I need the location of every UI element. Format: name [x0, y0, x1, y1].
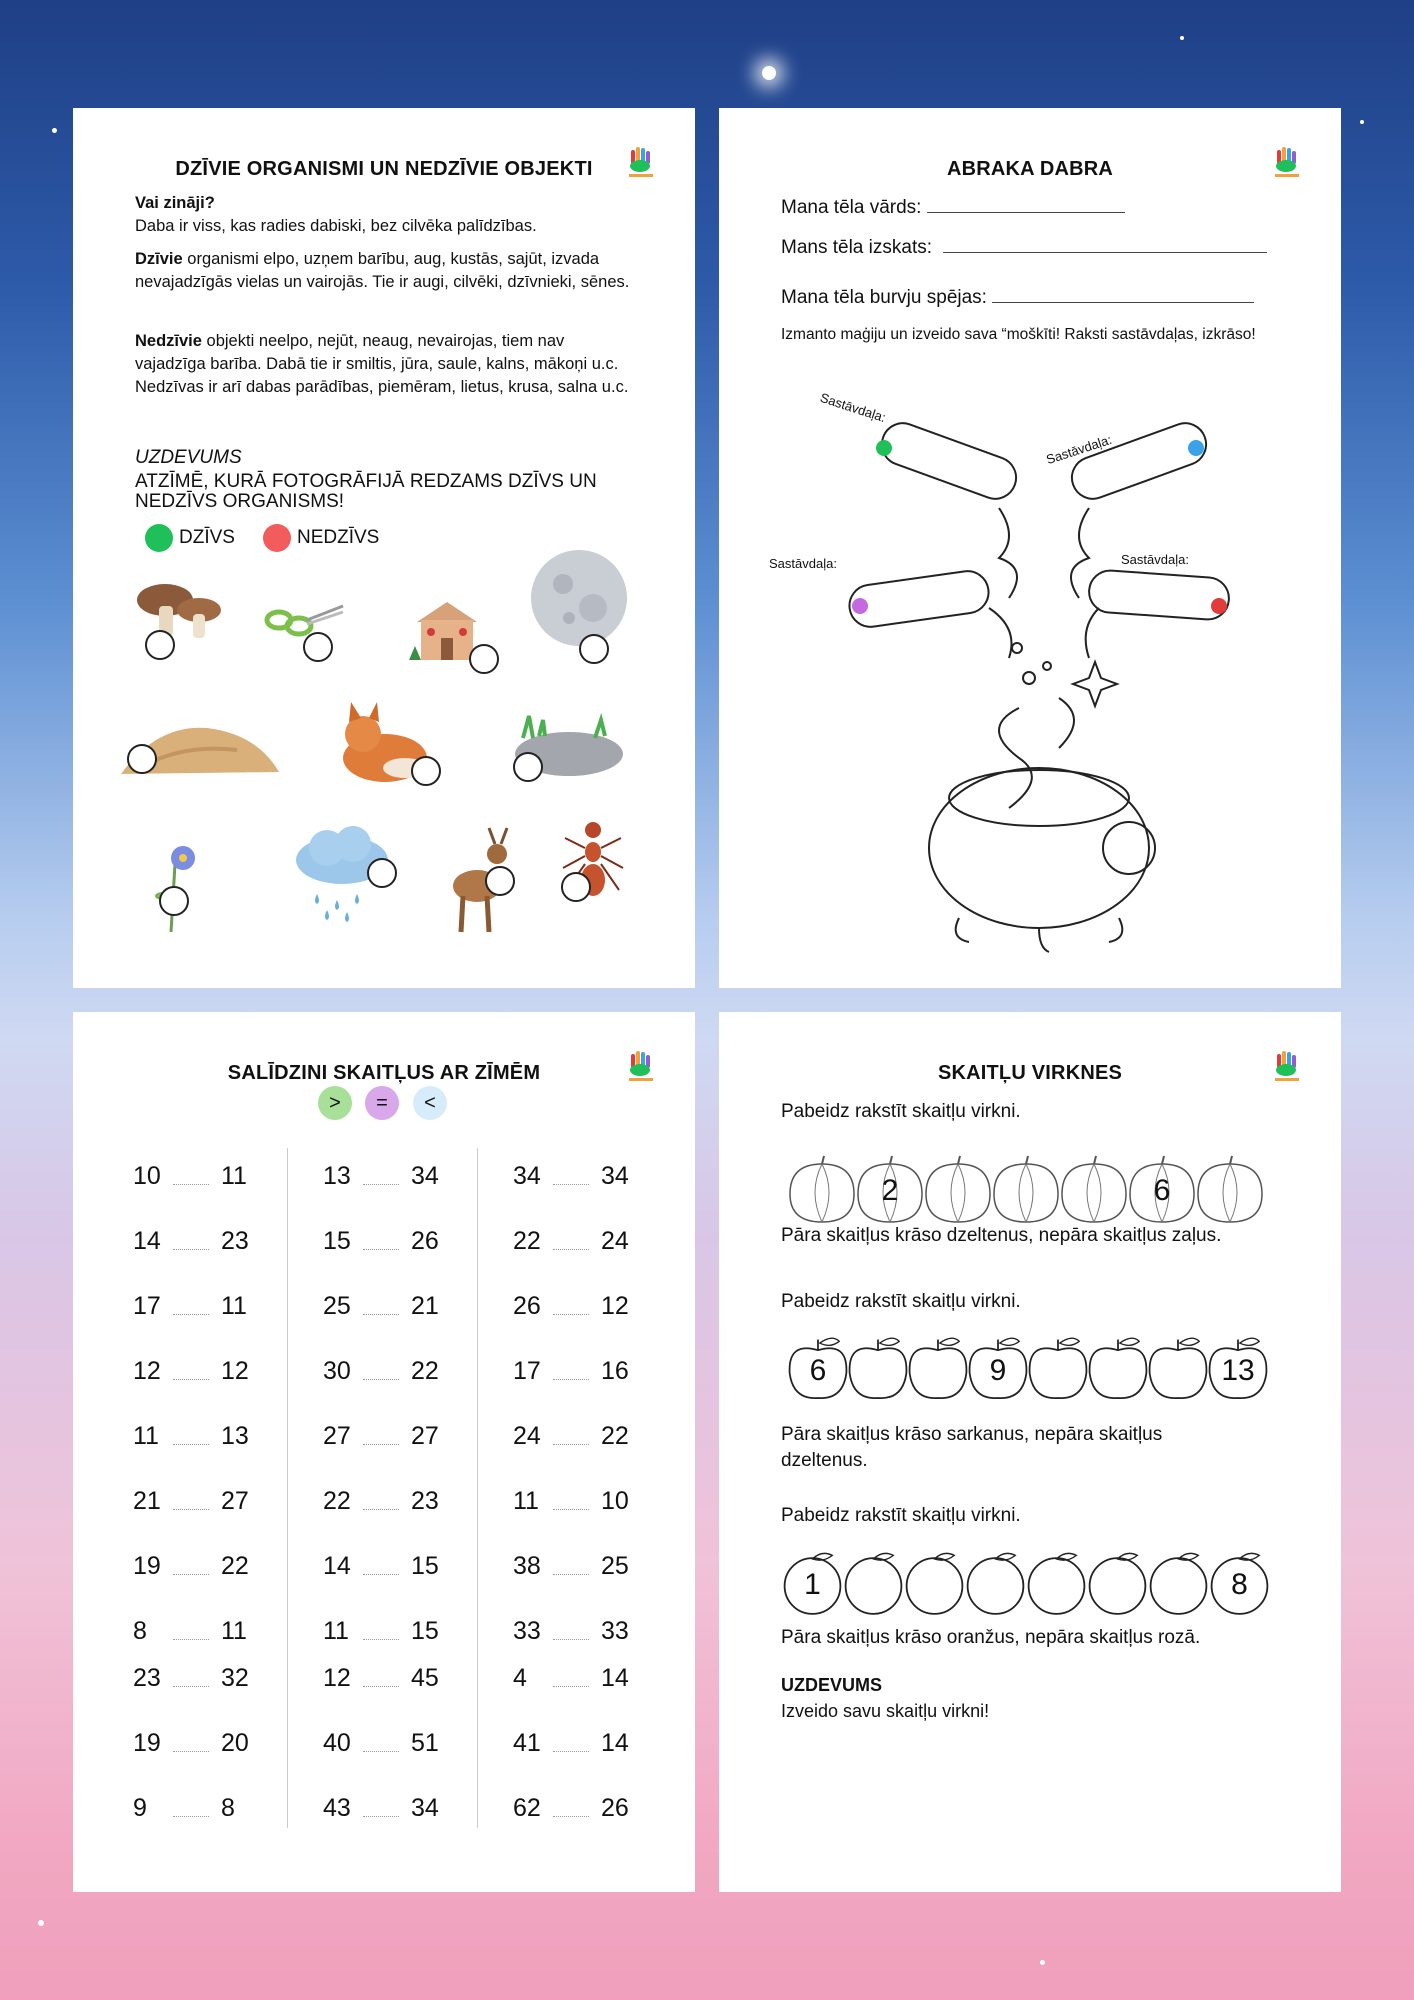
- column-divider: [477, 1148, 478, 1828]
- answer-blank[interactable]: [173, 1574, 209, 1575]
- compare-left-number: 22: [513, 1227, 541, 1255]
- orange-icon: [842, 1548, 905, 1615]
- answer-circle[interactable]: [513, 752, 543, 782]
- compare-right-number: 11: [221, 1292, 247, 1320]
- orange-shape[interactable]: [1208, 1548, 1271, 1615]
- orange-shape[interactable]: [964, 1548, 1027, 1615]
- answer-blank[interactable]: [363, 1574, 399, 1575]
- compare-right-number: 22: [221, 1552, 249, 1580]
- compare-right-number: 24: [601, 1227, 629, 1255]
- compare-right-number: 32: [221, 1664, 249, 1692]
- pumpkin-shape[interactable]: [1195, 1152, 1265, 1226]
- answer-blank[interactable]: [553, 1574, 589, 1575]
- answer-blank[interactable]: [553, 1509, 589, 1510]
- pumpkin-icon: [787, 1152, 857, 1226]
- answer-blank[interactable]: [363, 1751, 399, 1752]
- star-decoration: [1180, 36, 1184, 40]
- apple-icon: [1147, 1334, 1209, 1400]
- answer-circle[interactable]: [411, 756, 441, 786]
- compare-left-number: 22: [323, 1487, 351, 1515]
- ingredient-label: Sastāvdaļa:: [1044, 431, 1114, 468]
- answer-blank[interactable]: [173, 1379, 209, 1380]
- greater-symbol: >: [318, 1086, 352, 1120]
- powers-row: [781, 286, 1254, 309]
- answer-blank[interactable]: [553, 1184, 589, 1185]
- compare-right-number: 34: [411, 1794, 439, 1822]
- scissors-icon: [259, 602, 345, 642]
- answer-circle[interactable]: [561, 872, 591, 902]
- answer-blank[interactable]: [363, 1249, 399, 1250]
- apple-icon: [907, 1334, 969, 1400]
- compare-left-number: 8: [133, 1617, 147, 1645]
- sheet-abraka-dabra: [719, 108, 1341, 988]
- task-text: Izveido savu skaitļu virkni!: [781, 1701, 990, 1721]
- task-label: UZDEVUMS: [135, 447, 242, 468]
- ingredient-label: Sastāvdaļa:: [769, 556, 837, 571]
- compare-right-number: 26: [411, 1227, 439, 1255]
- column-divider: [287, 1148, 288, 1828]
- compare-left-number: 40: [323, 1729, 351, 1757]
- answer-circle[interactable]: [485, 866, 515, 896]
- answer-circle[interactable]: [469, 644, 499, 674]
- star-decoration: [762, 66, 776, 80]
- compare-left-number: 14: [323, 1552, 351, 1580]
- orange-sequence: [781, 1548, 1269, 1615]
- compare-right-number: 14: [601, 1664, 629, 1692]
- legend-not-alive-label: NEDZĪVS: [297, 527, 380, 548]
- orange-shape[interactable]: [903, 1548, 966, 1615]
- sequence-note: Pāra skaitļus krāso dzeltenus, nepāra skaitļus zaļus.: [781, 1225, 1222, 1246]
- page-title: ABRAKA DABRA: [946, 158, 1114, 180]
- apple-shape[interactable]: [1087, 1334, 1149, 1400]
- sequence-number: 2: [881, 1174, 899, 1208]
- compare-left-number: 25: [323, 1292, 351, 1320]
- orange-shape[interactable]: [842, 1548, 905, 1615]
- pumpkin-shape[interactable]: [923, 1152, 993, 1226]
- answer-blank[interactable]: [173, 1184, 209, 1185]
- pumpkin-icon: [1195, 1152, 1265, 1226]
- answer-blank[interactable]: [173, 1249, 209, 1250]
- sequence-number: 1: [804, 1568, 821, 1602]
- apple-shape[interactable]: [787, 1334, 849, 1400]
- compare-left-number: 27: [323, 1422, 351, 1450]
- compare-left-number: 33: [513, 1617, 541, 1645]
- compare-right-number: 22: [601, 1422, 629, 1450]
- pumpkin-sequence: [787, 1152, 1263, 1226]
- compare-right-number: 13: [221, 1422, 249, 1450]
- page-title: SALĪDZINI SKAITĻUS AR ZĪMĒM: [227, 1062, 541, 1084]
- pumpkin-shape[interactable]: [1059, 1152, 1129, 1226]
- compare-left-number: 24: [513, 1422, 541, 1450]
- legend-not-alive: [263, 524, 379, 552]
- red-dot-icon: [263, 524, 291, 552]
- compare-left-number: 15: [323, 1227, 351, 1255]
- apple-shape[interactable]: [1027, 1334, 1089, 1400]
- compare-right-number: 26: [601, 1794, 629, 1822]
- sequence-number: 13: [1221, 1353, 1255, 1387]
- page-title: DZĪVIE ORGANISMI UN NEDZĪVIE OBJEKTI: [175, 158, 593, 180]
- sequence-prompt: Pabeidz rakstīt skaitļu virkni.: [781, 1291, 1021, 1312]
- compare-right-number: 15: [411, 1617, 439, 1645]
- compare-right-number: 16: [601, 1357, 629, 1385]
- legend-alive: [145, 524, 235, 552]
- answer-circle[interactable]: [367, 858, 397, 888]
- star-decoration: [1040, 1960, 1045, 1965]
- answer-circle[interactable]: [159, 886, 189, 916]
- task-label: UZDEVUMS: [781, 1675, 883, 1695]
- star-decoration: [38, 1920, 44, 1926]
- answer-blank[interactable]: [553, 1249, 589, 1250]
- task-text: ATZĪMĒ, KURĀ FOTOGRĀFIJĀ REDZAMS DZĪVS UN NEDZĪVS ORGANISMS!: [135, 471, 597, 512]
- answer-blank[interactable]: [553, 1816, 589, 1817]
- orange-icon: [1147, 1548, 1210, 1615]
- sequence-number: 8: [1231, 1568, 1248, 1602]
- green-ingredient-dot: [876, 440, 892, 456]
- compare-left-number: 43: [323, 1794, 351, 1822]
- compare-left-number: 17: [133, 1292, 161, 1320]
- sequence-note: Pāra skaitļus krāso sarkanus, nepāra skaitļus dzeltenus.: [781, 1424, 1163, 1471]
- answer-blank[interactable]: [173, 1444, 209, 1445]
- compare-left-number: 17: [513, 1357, 541, 1385]
- sequence-number: 6: [809, 1353, 827, 1387]
- apple-shape[interactable]: [1207, 1334, 1269, 1400]
- compare-left-number: 11: [133, 1422, 159, 1450]
- answer-blank[interactable]: [363, 1379, 399, 1380]
- compare-left-number: 62: [513, 1794, 541, 1822]
- apple-shape[interactable]: [907, 1334, 969, 1400]
- blue-ingredient-dot: [1188, 440, 1204, 456]
- compare-left-number: 41: [513, 1729, 541, 1757]
- answer-circle[interactable]: [145, 630, 175, 660]
- compare-left-number: 26: [513, 1292, 541, 1320]
- instruction-text: Izmanto maģiju un izveido sava “moškīti! Raksti sastāvdaļas, izkrāso!: [781, 326, 1256, 343]
- compare-right-number: 15: [411, 1552, 439, 1580]
- name-field[interactable]: [927, 212, 1125, 213]
- pumpkin-icon: [1059, 1152, 1129, 1226]
- nonliving-paragraph: [135, 330, 635, 399]
- look-label: Mans tēla izskats:: [781, 237, 932, 258]
- answer-blank[interactable]: [173, 1816, 209, 1817]
- apple-icon: [1087, 1334, 1149, 1400]
- powers-label: Mana tēla burvju spējas:: [781, 287, 987, 308]
- name-label: Mana tēla vārds:: [781, 197, 922, 218]
- legend-alive-label: DZĪVS: [179, 527, 235, 548]
- look-row: [781, 236, 1267, 259]
- compare-left-number: 12: [323, 1664, 351, 1692]
- answer-blank[interactable]: [553, 1314, 589, 1315]
- compare-right-number: 22: [411, 1357, 439, 1385]
- compare-left-number: 4: [513, 1664, 527, 1692]
- compare-right-number: 34: [411, 1162, 439, 1190]
- pumpkin-icon: [991, 1152, 1061, 1226]
- orange-icon: [1086, 1548, 1149, 1615]
- potion-illustration: [759, 378, 1319, 968]
- sequence-prompt: Pabeidz rakstīt skaitļu virkni.: [781, 1101, 1021, 1122]
- answer-blank[interactable]: [553, 1639, 589, 1640]
- compare-left-number: 10: [133, 1162, 161, 1190]
- compare-right-number: 34: [601, 1162, 629, 1190]
- compare-left-number: 14: [133, 1227, 161, 1255]
- compare-right-number: 21: [411, 1292, 439, 1320]
- apple-shape[interactable]: [847, 1334, 909, 1400]
- sequence-prompt: Pabeidz rakstīt skaitļu virkni.: [781, 1505, 1021, 1526]
- compare-right-number: 11: [221, 1617, 247, 1645]
- name-row: [781, 196, 1125, 219]
- orange-icon: [964, 1548, 1027, 1615]
- star-decoration: [1360, 120, 1364, 124]
- sequence-number: 6: [1153, 1174, 1171, 1208]
- nonliving-bold: Nedzīvie: [135, 332, 202, 350]
- compare-right-number: 14: [601, 1729, 629, 1757]
- compare-right-number: 23: [411, 1487, 439, 1515]
- answer-blank[interactable]: [173, 1639, 209, 1640]
- apple-sequence: [787, 1334, 1267, 1400]
- compare-left-number: 30: [323, 1357, 351, 1385]
- compare-right-number: 11: [221, 1162, 247, 1190]
- compare-left-number: 19: [133, 1552, 161, 1580]
- pumpkin-shape[interactable]: [855, 1152, 925, 1226]
- answer-blank[interactable]: [553, 1686, 589, 1687]
- answer-blank[interactable]: [173, 1509, 209, 1510]
- compare-right-number: 45: [411, 1664, 439, 1692]
- compare-left-number: 9: [133, 1794, 147, 1822]
- apple-shape[interactable]: [1147, 1334, 1209, 1400]
- pumpkin-icon: [923, 1152, 993, 1226]
- compare-right-number: 12: [601, 1292, 629, 1320]
- compare-right-number: 23: [221, 1227, 249, 1255]
- equal-symbol: =: [365, 1086, 399, 1120]
- compare-right-number: 33: [601, 1617, 629, 1645]
- look-field[interactable]: [943, 252, 1267, 253]
- compare-right-number: 25: [601, 1552, 629, 1580]
- purple-ingredient-dot: [852, 598, 868, 614]
- compare-right-number: 27: [221, 1487, 249, 1515]
- answer-blank[interactable]: [363, 1686, 399, 1687]
- answer-circle[interactable]: [579, 634, 609, 664]
- pumpkin-shape[interactable]: [787, 1152, 857, 1226]
- answer-blank[interactable]: [363, 1314, 399, 1315]
- orange-shape[interactable]: [1147, 1548, 1210, 1615]
- page-title: SKAITĻU VIRKNES: [937, 1062, 1123, 1084]
- answer-blank[interactable]: [363, 1184, 399, 1185]
- orange-icon: [903, 1548, 966, 1615]
- compare-right-number: 51: [411, 1729, 439, 1757]
- apple-icon: [847, 1334, 909, 1400]
- moon-icon: [529, 548, 629, 648]
- orange-shape[interactable]: [1025, 1548, 1088, 1615]
- sheet-living-nonliving: [73, 108, 695, 988]
- orange-shape[interactable]: [1086, 1548, 1149, 1615]
- compare-left-number: 11: [323, 1617, 349, 1645]
- pumpkin-shape[interactable]: [991, 1152, 1061, 1226]
- compare-left-number: 34: [513, 1162, 541, 1190]
- compare-left-number: 12: [133, 1357, 161, 1385]
- answer-blank[interactable]: [363, 1444, 399, 1445]
- living-paragraph: [135, 248, 635, 294]
- flower-icon: [145, 834, 215, 934]
- apple-icon: [1027, 1334, 1089, 1400]
- compare-left-number: 38: [513, 1552, 541, 1580]
- red-ingredient-dot: [1211, 598, 1227, 614]
- sequence-note: Pāra skaitļus krāso oranžus, nepāra skaitļus rozā.: [781, 1627, 1201, 1648]
- nonliving-text: objekti neelpo, nejūt, neaug, nevairojas, tiem nav vajadzīga barība. Dabā tie ir smiltis, jūra, saule, kalns, mākoņi u.c. Nedzīvas ir arī dabas parādības, piemēram, lietus, krusa, salna u.c.: [135, 332, 629, 396]
- less-symbol: <: [413, 1086, 447, 1120]
- ingredient-label: Sastāvdaļa:: [1121, 552, 1189, 567]
- green-dot-icon: [145, 524, 173, 552]
- sheet-number-sequences: [719, 1012, 1341, 1892]
- sequence-number: 9: [989, 1353, 1007, 1387]
- pumpkin-shape[interactable]: [1127, 1152, 1197, 1226]
- answer-blank[interactable]: [173, 1314, 209, 1315]
- answer-circle[interactable]: [127, 744, 157, 774]
- answer-blank[interactable]: [363, 1639, 399, 1640]
- answer-blank[interactable]: [553, 1444, 589, 1445]
- compare-right-number: 27: [411, 1422, 439, 1450]
- answer-blank[interactable]: [553, 1751, 589, 1752]
- answer-blank[interactable]: [553, 1379, 589, 1380]
- intro-text: Daba ir viss, kas radies dabiski, bez cilvēka palīdzības.: [135, 217, 537, 235]
- sheet-compare-numbers: [73, 1012, 695, 1892]
- living-text: organismi elpo, uzņem barību, aug, kustās, sajūt, izvada nevajadzīgās vielas un vairojās. Tie ir augi, cilvēki, dzīvnieki, sēnes.: [135, 250, 630, 291]
- compare-left-number: 21: [133, 1487, 161, 1515]
- star-decoration: [52, 128, 57, 133]
- answer-blank[interactable]: [173, 1751, 209, 1752]
- compare-right-number: 8: [221, 1794, 235, 1822]
- compare-right-number: 12: [221, 1357, 249, 1385]
- answer-blank[interactable]: [173, 1686, 209, 1687]
- compare-left-number: 13: [323, 1162, 351, 1190]
- apple-shape[interactable]: [967, 1334, 1029, 1400]
- orange-shape[interactable]: [781, 1548, 844, 1615]
- compare-left-number: 19: [133, 1729, 161, 1757]
- did-you-know-heading: Vai zināji?: [135, 194, 215, 212]
- answer-circle[interactable]: [303, 632, 333, 662]
- ingredient-label: Sastāvdaļa:: [818, 389, 888, 426]
- answer-blank[interactable]: [363, 1816, 399, 1817]
- compare-left-number: 23: [133, 1664, 161, 1692]
- living-bold: Dzīvie: [135, 250, 183, 268]
- compare-right-number: 20: [221, 1729, 249, 1757]
- compare-left-number: 11: [513, 1487, 539, 1515]
- powers-field[interactable]: [992, 302, 1254, 303]
- answer-blank[interactable]: [363, 1509, 399, 1510]
- compare-right-number: 10: [601, 1487, 629, 1515]
- orange-icon: [1025, 1548, 1088, 1615]
